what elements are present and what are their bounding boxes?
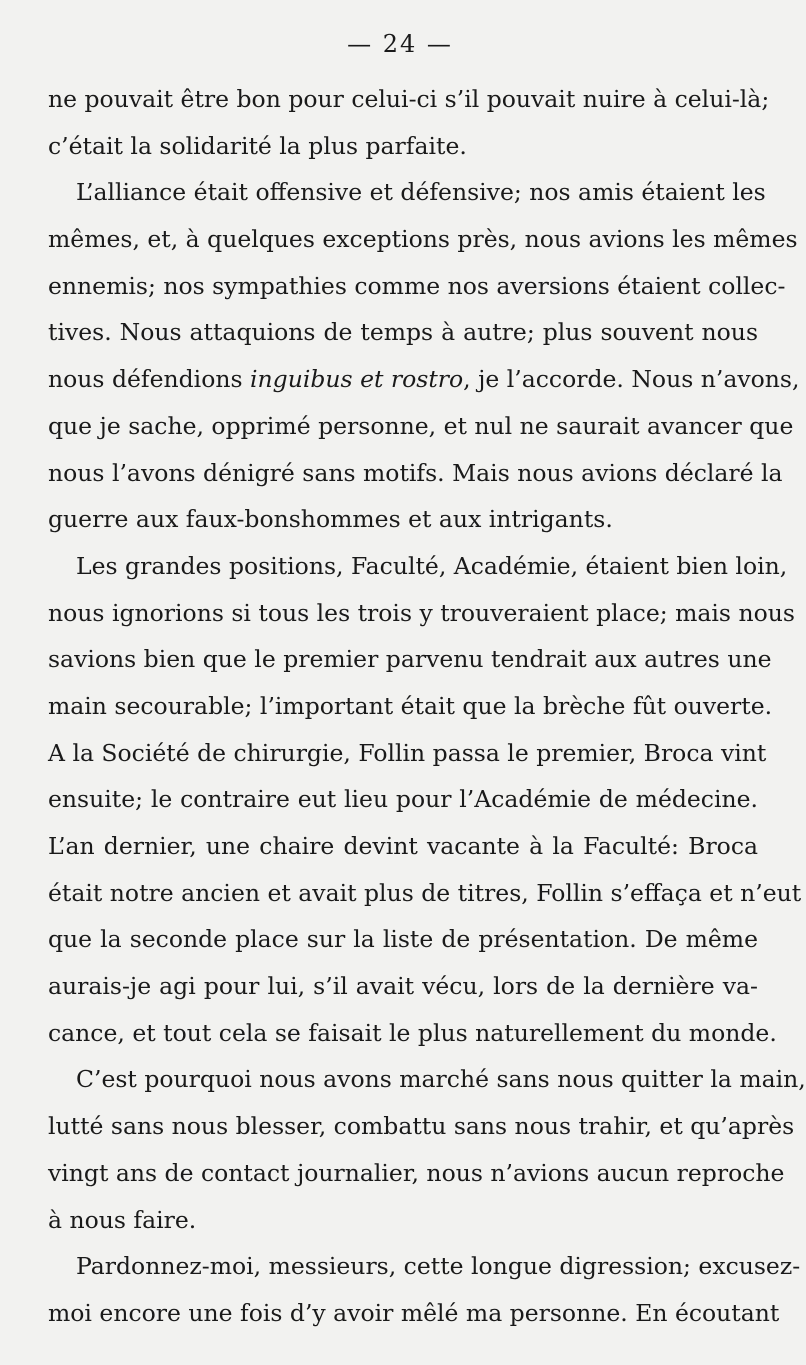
text-line: nous ignorions si tous les trois y trouveraient place; mais nous	[48, 598, 795, 627]
text-line: mêmes, et, à quelques exceptions près, nous avions les mêmes	[48, 225, 798, 254]
text-line: savions bien que le premier parvenu tendrait aux autres une	[48, 645, 772, 674]
text-line: ne pouvait être bon pour celui-ci s’il pouvait nuire à celui-là;	[48, 85, 770, 113]
text-line: guerre aux faux-bonshommes et aux intrigants.	[48, 505, 613, 534]
text-line: L’an dernier, une chaire devint vacante à la Faculté: Broca	[48, 832, 758, 860]
text-line: était notre ancien et avait plus de titres, Follin s’effaça et n’eut	[48, 878, 802, 907]
body-text	[48, 76, 806, 1337]
text-line: main secourable; l’important était que la brèche fût ouverte.	[48, 691, 773, 720]
text-line: cance, et tout cela se faisait le plus naturellement du monde.	[48, 1018, 777, 1047]
latin-phrase: inguibus et rostro	[250, 365, 464, 394]
text-line: tives. Nous attaquions de temps à autre; plus souvent nous	[48, 318, 758, 347]
text-line: vingt ans de contact journalier, nous n’avions aucun reproche	[48, 1158, 785, 1187]
text-line: ensuite; le contraire eut lieu pour l’Académie de médecine.	[48, 785, 758, 814]
text-line: C’est pourquoi nous avons marché sans nous quitter la main,	[76, 1065, 806, 1094]
text-line: que je sache, opprimé personne, et nul ne saurait avancer que	[48, 411, 794, 440]
text-line: à nous faire.	[48, 1205, 197, 1234]
page-number: — 24 —	[347, 30, 453, 58]
text-line: lutté sans nous blesser, combattu sans nous trahir, et qu’après	[48, 1112, 795, 1141]
text-line: aurais-je agi pour lui, s’il avait vécu, lors de la dernière va-	[48, 972, 758, 1001]
text-line: A la Société de chirurgie, Follin passa le premier, Broca vint	[48, 738, 767, 767]
text-segment: nous défendions	[48, 365, 251, 394]
text-segment: , je l’accorde. Nous n’avons,	[463, 365, 800, 394]
text-line: que la seconde place sur la liste de présentation. De même	[48, 925, 758, 954]
text-line: ennemis; nos sympathies comme nos aversions étaient collec-	[48, 271, 786, 300]
text-line: Les grandes positions, Faculté, Académie, étaient bien loin,	[76, 551, 788, 580]
text-line: Pardonnez-moi, messieurs, cette longue digression; excusez-	[76, 1252, 801, 1281]
text-line: moi encore une fois d’y avoir mêlé ma personne. En écoutant	[48, 1298, 780, 1327]
text-line: L’alliance était offensive et défensive; nos amis étaient les	[76, 178, 766, 207]
text-line: c’était la solidarité la plus parfaite.	[48, 131, 467, 160]
text-line	[48, 356, 800, 403]
text-line: nous l’avons dénigré sans motifs. Mais nous avions déclaré la	[48, 458, 783, 487]
